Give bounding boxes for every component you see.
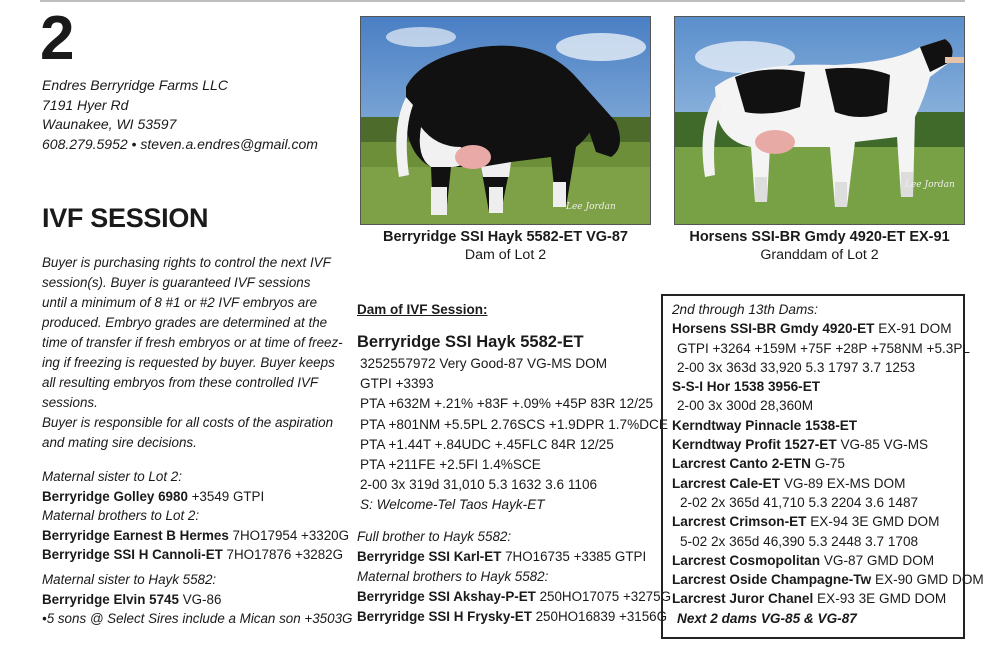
sister-lot2-label: Maternal sister to Lot 2: [42, 469, 182, 484]
dam-stat-line: PTA +211FE +2.5FI 1.4%SCE [360, 457, 541, 473]
lot-number: 2 [40, 4, 75, 73]
top-rule [40, 0, 965, 2]
brother: Berryridge SSI H Frysky-ET 250HO16839 +3156G [357, 609, 668, 624]
consignor-contact: 608.279.5952 • steven.a.endres@gmail.com [42, 135, 318, 152]
terms-line: produced. Embryo grades are determined at the [42, 315, 328, 330]
dam-entry: S-S-I Hor 1538 3956-ET [672, 379, 821, 395]
photographer-signature: Lee Jordan [905, 180, 955, 190]
dam-name: Berryridge SSI Hayk 5582-ET [357, 333, 584, 351]
dam-entry: Larcrest Cosmopolitan VG-87 GMD DOM [672, 552, 935, 568]
dam-stat-line: PTA +632M +.21% +83F +.09% +45P 83R 12/25 [360, 396, 654, 412]
next-dams-note: Next 2 dams VG-85 & VG-87 [677, 610, 857, 626]
dam-stat-line: 3252557972 Very Good-87 VG-MS DOM [360, 356, 608, 371]
brothers-lot2-label: Maternal brothers to Lot 2: [42, 508, 200, 524]
dam-entry: Horsens SSI-BR Gmdy 4920-ET EX-91 DOM [672, 321, 952, 337]
granddam-caption-name: Horsens SSI-BR Gmdy 4920-ET EX-91 [689, 229, 950, 245]
terms-line: Buyer is purchasing rights to control the next IVF [42, 255, 331, 270]
granddam-photo-caption [674, 228, 965, 264]
dam-entry: Larcrest Crimson-ET EX-94 3E GMD DOM [672, 514, 940, 530]
granddam-caption-role: Granddam of Lot 2 [760, 247, 879, 263]
terms-line: ing if freezing is requested by buyer. Buyer keeps [42, 355, 335, 370]
dam-entry: Larcrest Juror Chanel EX-93 3E GMD DOM [672, 591, 947, 607]
brother-lot2: Berryridge Earnest B Hermes 7HO17954 +3320G [42, 527, 350, 543]
dam-record: 5-02 2x 365d 46,390 5.3 2448 3.7 1708 [680, 533, 919, 549]
terms-line: Buyer is responsible for all costs of the aspiration [42, 415, 334, 430]
dam-section-heading: Dam of IVF Session: [357, 302, 488, 317]
terms-line: time of transfer if fresh embryos or at time of freez- [42, 335, 343, 350]
photographer-signature: Lee Jordan [566, 202, 616, 212]
consignor-name: Endres Berryridge Farms LLC [42, 77, 228, 93]
brothers-label: Maternal brothers to Hayk 5582: [357, 569, 549, 584]
dam-record: 2-00 3x 300d 28,360M [677, 398, 814, 414]
consignor-address [42, 76, 318, 154]
session-terms [42, 253, 342, 453]
dam-entry: Larcrest Oside Champagne-Tw EX-90 GMD DOM [672, 572, 984, 588]
consignor-street: 7191 Hyer Rd [42, 96, 129, 113]
hayk-family [357, 527, 671, 627]
full-brother: Berryridge SSI Karl-ET 7HO16735 +3385 GTPI [357, 549, 647, 564]
granddam-photo [674, 16, 965, 225]
dam-caption-role: Dam of Lot 2 [464, 247, 547, 263]
sister-lot2: Berryridge Golley 6980 +3549 GTPI [42, 488, 265, 504]
brother: Berryridge SSI Akshay-P-ET 250HO17075 +3275G [357, 589, 671, 604]
dam-stat-line: GTPI +3393 [360, 376, 434, 392]
terms-line: and mating sire decisions. [42, 435, 197, 450]
pedigree-lines [672, 300, 984, 628]
dam-stat-line: PTA +1.44T +.84UDC +.45FLC 84R 12/25 [360, 436, 614, 452]
brother-lot2: Berryridge SSI H Cannoli-ET 7HO17876 +3282G [42, 547, 344, 563]
dam-photo-image [361, 17, 651, 225]
maternal-relatives [42, 467, 352, 629]
granddam-photo-image [675, 17, 965, 225]
session-title: IVF SESSION [42, 203, 209, 233]
dam-record: 2-00 3x 363d 33,920 5.3 1797 3.7 1253 [677, 359, 916, 375]
dam-caption-name: Berryridge SSI Hayk 5582-ET VG-87 [382, 229, 628, 245]
dam-photo-caption [360, 228, 651, 264]
dam-detail: GTPI +3264 +159M +75F +28P +758NM +5.3PL [677, 340, 970, 356]
consignor-city: Waunakee, WI 53597 [42, 116, 177, 132]
dam-entry: Kerndtway Profit 1527-ET VG-85 VG-MS [672, 437, 929, 453]
full-brother-label: Full brother to Hayk 5582: [357, 529, 512, 544]
dam-stat-line: PTA +801NM +5.5PL 2.76SCS +1.9DPR 1.7%DCE [360, 416, 668, 432]
terms-line: session(s). Buyer is guaranteed IVF sessions [42, 275, 311, 290]
dam-stat-line: 2-00 3x 319d 31,010 5.3 1632 3.6 1106 [360, 477, 598, 493]
pedigree-heading: 2nd through 13th Dams: [672, 302, 818, 317]
terms-line: until a minimum of 8 #1 or #2 IVF embryos are [42, 295, 318, 310]
terms-line: all resulting embryos from these controlled IVF [42, 375, 319, 390]
dam-record: 2-02 2x 365d 41,710 5.3 2204 3.6 1487 [680, 494, 919, 510]
terms-line: sessions. [42, 395, 98, 410]
dam-photo [360, 16, 651, 225]
sister-hayk: Berryridge Elvin 5745 VG-86 [42, 591, 222, 607]
dam-entry: Larcrest Canto 2-ETN G-75 [672, 456, 845, 472]
sons-note: •5 sons @ Select Sires include a Mican son +3503G [42, 611, 353, 627]
sister-hayk-label: Maternal sister to Hayk 5582: [42, 571, 217, 587]
dam-entry: Larcrest Cale-ET VG-89 EX-MS DOM [672, 475, 906, 491]
dam-entry: Kerndtway Pinnacle 1538-ET [672, 417, 858, 433]
dam-sire-line: S: Welcome-Tel Taos Hayk-ET [360, 497, 545, 513]
dam-stats [360, 354, 668, 516]
